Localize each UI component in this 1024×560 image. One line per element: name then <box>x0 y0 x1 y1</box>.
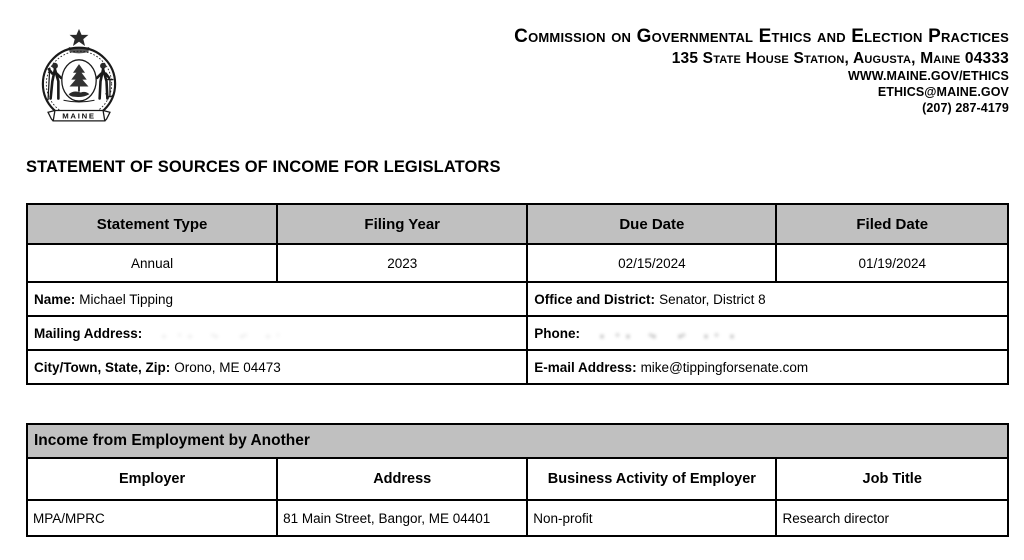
office-district-label: Office and District: <box>534 291 656 307</box>
business-activity-value: Non-profit <box>527 500 776 536</box>
employer-address-value: 81 Main Street, Bangor, ME 04401 <box>277 500 527 536</box>
city-state-zip-field <box>27 350 527 384</box>
income-header-row <box>27 458 1008 500</box>
income-employment-table <box>26 423 1009 537</box>
city-email-row <box>27 350 1008 384</box>
income-section-row <box>27 424 1008 458</box>
due-date-value: 02/15/2024 <box>527 244 776 282</box>
email-label: E-mail Address: <box>534 359 637 375</box>
office-district-value: Senator, District 8 <box>659 291 766 307</box>
page-title: STATEMENT OF SOURCES OF INCOME FOR LEGISLATORS <box>26 158 501 176</box>
name-value: Michael Tipping <box>79 291 174 307</box>
col-statement-type: Statement Type <box>27 204 277 244</box>
phone-field <box>527 316 1008 350</box>
filing-values-row <box>27 244 1008 282</box>
name-field <box>27 282 527 316</box>
filing-year-value: 2023 <box>277 244 527 282</box>
email-field <box>527 350 1008 384</box>
redacted-phone-value <box>587 328 737 340</box>
col-filed-date: Filed Date <box>776 204 1008 244</box>
org-address: 135 State House Station, Augusta, Maine 04333 <box>671 49 1009 67</box>
col-filing-year: Filing Year <box>277 204 527 244</box>
org-website: WWW.MAINE.GOV/ETHICS <box>847 69 1009 84</box>
name-office-row <box>27 282 1008 316</box>
mailing-address-label: Mailing Address: <box>34 325 143 341</box>
phone-label: Phone: <box>534 325 581 341</box>
income-data-row <box>27 500 1008 536</box>
employer-value: MPA/MPRC <box>27 500 277 536</box>
office-district-field <box>527 282 1008 316</box>
col-address: Address <box>277 458 527 500</box>
col-employer: Employer <box>27 458 277 500</box>
email-value: mike@tippingforsenate.com <box>640 359 809 375</box>
col-business-activity: Business Activity of Employer <box>527 458 776 500</box>
city-state-zip-label: City/Town, State, Zip: <box>34 359 171 375</box>
mailing-address-field <box>27 316 527 350</box>
redacted-mailing-value <box>149 328 279 340</box>
statement-type-value: Annual <box>27 244 277 282</box>
org-phone: (207) 287-4179 <box>922 101 1009 116</box>
job-title-value: Research director <box>776 500 1008 536</box>
filing-header-row <box>27 204 1008 244</box>
name-label: Name: <box>34 291 76 307</box>
mailing-phone-row <box>27 316 1008 350</box>
income-section-title: Income from Employment by Another <box>27 424 1008 458</box>
city-state-zip-value: Orono, ME 04473 <box>174 359 281 375</box>
filing-table <box>26 203 1009 385</box>
seal-banner-text: MAINE <box>62 111 96 121</box>
filed-date-value: 01/19/2024 <box>776 244 1008 282</box>
letterhead <box>514 26 1009 116</box>
maine-state-seal-icon <box>36 26 122 128</box>
org-email: ETHICS@MAINE.GOV <box>877 85 1009 100</box>
seal-graphics <box>43 29 115 121</box>
col-due-date: Due Date <box>527 204 776 244</box>
org-name: Commission on Governmental Ethics and Election Practices <box>514 26 1009 47</box>
col-job-title: Job Title <box>776 458 1008 500</box>
